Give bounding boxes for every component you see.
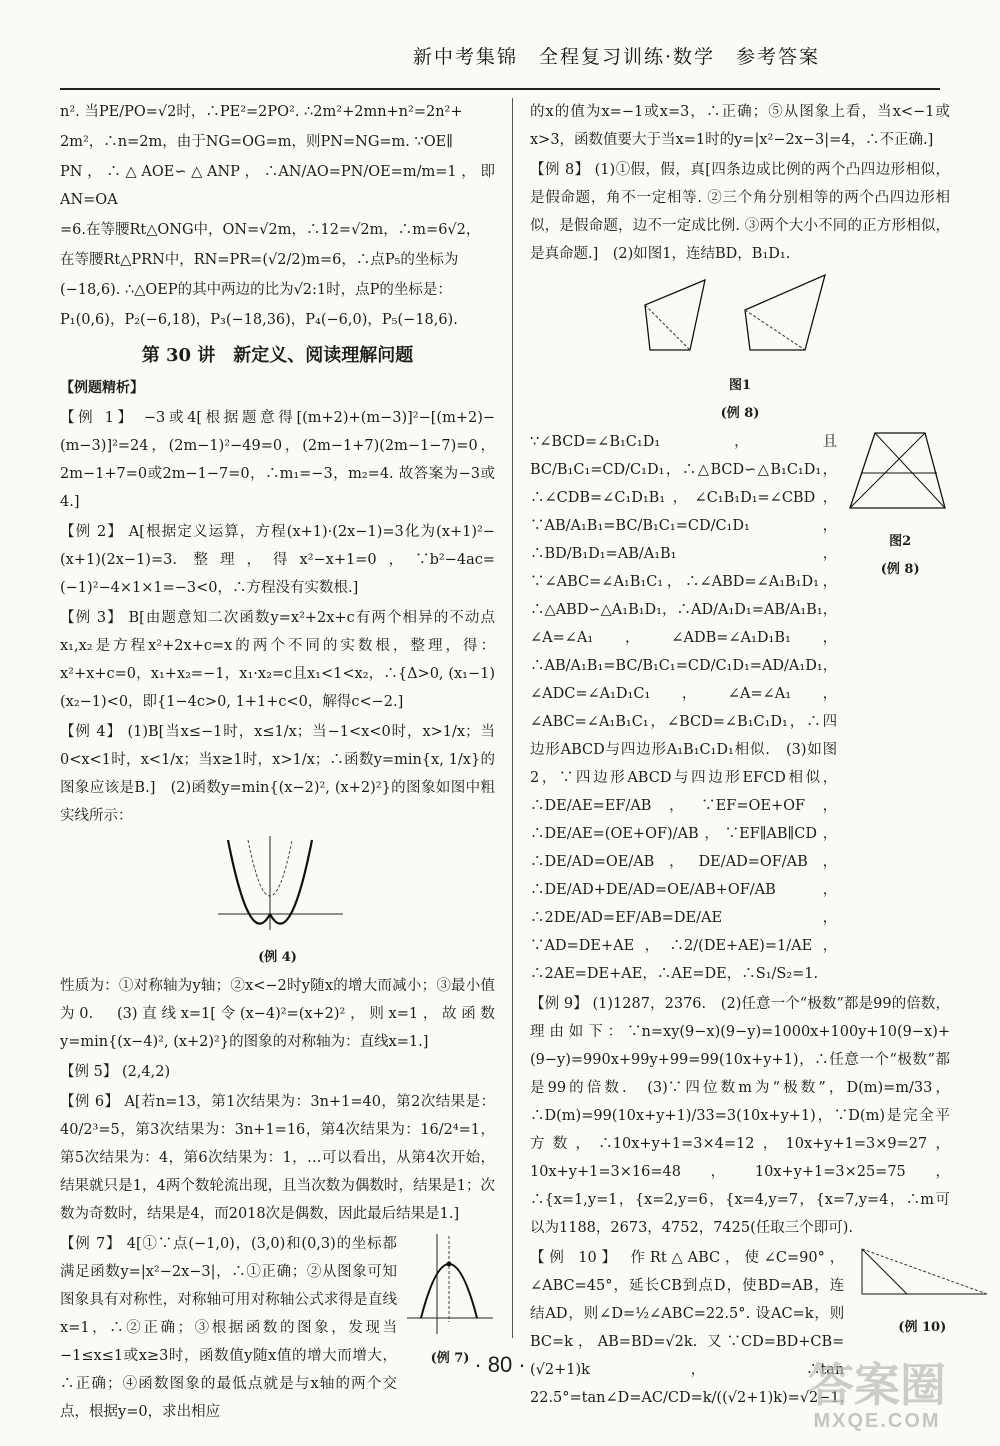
example-6: 【例 6】 A[若n=13，第1次结果为：3n+1=40，第2次结果是：40/2³=5，第3次结果为：3n+1=16，第4次结果为：16/2⁴=1，第5次结果为：4，第6次结果为：1，…可以看出，从第4次开始，结果就只是1，4两个数轮流出现，且当次数为偶数时，结果是1；次数为奇数时，结果是4，而2018次是偶数，因此最后结果是1.]	[60, 1094, 495, 1222]
intro-line-7: P₁(0,6)，P₂(−6,18)，P₃(−18,36)，P₄(−6,0)，P₅(−18,6).	[60, 312, 458, 328]
example-2: 【例 2】 A[根据定义运算，方程(x+1)·(2x−1)=3化为(x+1)²−(x+1)(2x−1)=3. 整理，得x²−x+1=0，∵b²−4ac=(−1)²−4×1×1=−3<0，∴方程没有实数根.]	[60, 524, 495, 596]
figure-ex8-caption-1: 图1	[728, 378, 752, 393]
figure-ex8-caption-2: (例 8)	[720, 406, 760, 421]
intro-line-6: (−18,6). ∴△OEP的其中两边的比为√2:1时，点P的坐标是：	[60, 282, 452, 298]
example-1: 【例 1】 −3或4[根据题意得[(m+2)+(m−3)]²−[(m+2)−(m−3)]²=24，(2m−1)²−49=0，(2m−1+7)(2m−1−7)=0，2m−1+7=0或2m−1−7=0，∴m₁=−3，m₂=4. 故答案为−3或4.]	[60, 410, 495, 510]
figure-ex8b-caption-2: (例 8)	[880, 562, 920, 577]
example-10: 【例 10】 作Rt△ABC，使∠C=90°，∠ABC=45°，延长CB到点D，使BD=AB，连结AD，则∠D=½∠ABC=22.5°. 设AC=k，则BC=k，AB=BD=√2k. 又∵CD=BD+CB=(√2+1)k，∴tan 22.5°=tan∠D=AC/CD=k/((√2+1)k)=√2−1.	[530, 1250, 845, 1406]
figure-ex8-1	[530, 270, 950, 370]
example-7-continued: 的x的值为x=−1或x=3，∴正确；⑤从图象上看，当x<−1或x>3，函数值要大于当x=1时的y=|x²−2x−3|=4，∴不正确.]	[530, 104, 950, 148]
right-column	[530, 98, 950, 1414]
subhead: 【例题精析】	[60, 380, 144, 396]
section-title: 第 30 讲 新定义、阅读理解问题	[141, 345, 414, 366]
example-8b: ∵∠BCD=∠B₁C₁D₁，且BC/B₁C₁=CD/C₁D₁，∴△BCD∽△B₁C₁D₁，∴∠CDB=∠C₁D₁B₁，∠C₁B₁D₁=∠CBD，∵AB/A₁B₁=BC/B₁C₁=CD/C₁D₁，∴BD/B₁D₁=AB/A₁B₁，∵∠ABC=∠A₁B₁C₁，∴∠ABD=∠A₁B₁D₁，∴△ABD∽△A₁B₁D₁，∴AD/A₁D₁=AB/A₁B₁，∠A=∠A₁，∠ADB=∠A₁D₁B₁，∴AB/A₁B₁=BC/B₁C₁=CD/C₁D₁=AD/A₁D₁，∠ADC=∠A₁D₁C₁，∠A=∠A₁，∠ABC=∠A₁B₁C₁，∠BCD=∠B₁C₁D₁，∴四边形ABCD与四边形A₁B₁C₁D₁相似. (3)如图2，∵四边形ABCD与四边形EFCD相似，∴DE/AE=EF/AB，∵EF=OE+OF，∴DE/AE=(OE+OF)/AB，∵EF∥AB∥CD，∴DE/AD=OE/AB，DE/AD=OF/AB，∴DE/AD+DE/AD=OE/AB+OF/AB，∴2DE/AD=EF/AB=DE/AE，∵AD=DE+AE，∴2/(DE+AE)=1/AE，∴2AE=DE+AE，∴AE=DE，∴S₁/S₂=1.	[530, 434, 838, 982]
page-number: · 80 ·	[474, 1352, 526, 1377]
watermark-logo	[782, 1360, 972, 1436]
figure-ex8b-caption-1: 图2	[889, 534, 912, 549]
quadrilaterals-figure	[630, 270, 850, 360]
intro-line-1: n². 当PE/PO=√2时，∴PE²=2PO². ∴2m²+2mn+n²=2n²+	[60, 104, 463, 120]
page-header	[60, 28, 940, 90]
intro-line-4: =6.在等腰Rt△ONG中，ON=√2m，∴12=√2m，∴m=6√2，	[60, 222, 481, 238]
column-divider	[512, 98, 513, 1338]
intro-line-5: 在等腰Rt△PRN中，RN=PR=(√2/2)m=6，∴点P₅的坐标为	[60, 252, 459, 268]
triangle-figure	[852, 1244, 992, 1304]
intro-line-2: 2m²，∴n=2m，由于NG=OG=m，则PN=NG=m. ∵OE∥	[60, 134, 453, 150]
abs-parabola-graph	[405, 1230, 495, 1335]
example-3: 【例 3】 B[由题意知二次函数y=x²+2x+c有两个相异的不动点x₁,x₂是方程x²+2x+c=x的两个不同的实数根，整理，得：x²+x+c=0，x₁+x₂=−1，x₁·x₂=c且x₁<1<x₂，∴{Δ>0, (x₁−1)(x₂−1)<0，即{1−4c>0, 1+1+c<0，解得c<−2.]	[60, 610, 495, 710]
trapezoid-figure	[845, 428, 955, 518]
example-7: 【例 7】 4[①∵点(−1,0)，(3,0)和(0,3)的坐标都满足函数y=|x²−2x−3|，∴①正确；②从图象可知图象具有对称性，对称轴可用对称轴公式求得是直线x=1，∴②正确；③根据函数的图象，发现当−1≤x≤1或x≥3时，函数值y随x值的增大而增大，∴正确；④函数图象的最低点就是与x轴的两个交点，根据y=0，求出相应	[60, 1236, 397, 1420]
left-column	[60, 98, 495, 1428]
header-title: 新中考集锦 全程复习训练·数学 参考答案	[412, 46, 820, 68]
figure-ex4	[60, 832, 495, 942]
watermark-line-2: MXQE.COM	[813, 1410, 941, 1432]
figure-ex4-caption: (例 4)	[258, 950, 297, 965]
example-4a: 【例 4】 (1)B[当x≤−1时，x≤1/x；当−1<x<0时，x>1/x；当0<x<1时，x<1/x；当x≥1时，x>1/x；∴函数y=min{x, 1/x}的图象应该是B.] (2)函数y=min{(x−2)², (x+2)²}的图象如图中粗实线所示：	[60, 724, 495, 824]
parabola-graph	[208, 832, 348, 932]
figure-ex10-caption: (例 10)	[898, 1320, 947, 1335]
example-4b: 性质为：①对称轴为y轴；②x<−2时y随x的增大而减小；③最小值为0. (3)直线x=1[令(x−4)²=(x+2)²，则x=1，故函数y=min{(x−4)², (x+2)²}的图象的对称轴为：直线x=1.]	[60, 978, 495, 1050]
example-5: 【例 5】 (2,4,2)	[60, 1064, 171, 1080]
intro-line-3: PN，∴△AOE∽△ANP，∴AN/AO=PN/OE=m/m=1，即AN=OA	[60, 164, 495, 208]
figure-ex7-caption: (例 7)	[430, 1351, 470, 1366]
watermark-line-1: 答案圈	[808, 1359, 946, 1411]
example-8a: 【例 8】 (1)①假，假，真[四条边成比例的两个凸四边形相似，是假命题，角不一定相等. ②三个角分别相等的两个凸四边形相似，是假命题，边不一定成比例. ③两个大小不同的正方形相似，是真命题.] (2)如图1，连结BD，B₁D₁.	[530, 162, 950, 262]
example-9: 【例 9】 (1)1287，2376. (2)任意一个“极数”都是99的倍数，理由如下：∵n=xy(9−x)(9−y)=1000x+100y+10(9−x)+(9−y)=990x+99y+99=99(10x+y+1)，∴任意一个“极数”都是99的倍数. (3)∵四位数m为“极数”，D(m)=m/33，∴D(m)=99(10x+y+1)/33=3(10x+y+1)，∵D(m)是完全平方数，∴10x+y+1=3×4=12，10x+y+1=3×9=27，10x+y+1=3×16=48，10x+y+1=3×25=75，∴{x=1,y=1，{x=2,y=6，{x=4,y=7，{x=7,y=4，∴m可以为1188，2673，4752，7425(任取三个即可).	[530, 996, 950, 1236]
